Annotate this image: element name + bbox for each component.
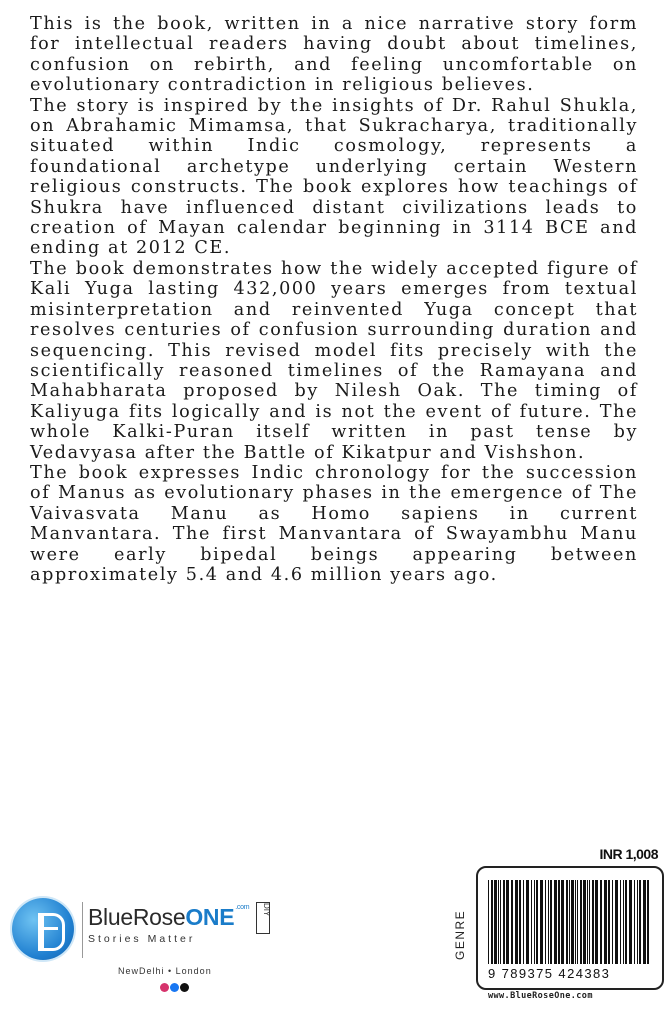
barcode-bar: [488, 880, 489, 964]
barcode-bar: [519, 880, 521, 964]
barcode-bar: [629, 880, 632, 964]
barcode-bar: [494, 880, 497, 964]
barcode-bar: [548, 880, 549, 964]
price-label: INR 1,008: [599, 846, 658, 862]
barcode-bar: [604, 880, 607, 964]
barcode-bar: [511, 880, 513, 964]
barcode-bar: [498, 880, 499, 964]
instagram-icon: [160, 983, 169, 992]
barcode-bar: [643, 880, 646, 964]
barcode-bars: [488, 880, 652, 964]
diy-label: DIY: [262, 903, 271, 917]
bluerose-emblem-icon: [12, 898, 74, 960]
barcode-bar: [561, 880, 564, 964]
barcode-bar: [558, 880, 560, 964]
barcode-bar: [595, 880, 598, 964]
barcode-bar: [583, 880, 586, 964]
barcode-bar: [569, 880, 570, 964]
isbn-number: 9 789375 424383: [488, 966, 611, 981]
publisher-tagline: Stories Matter: [88, 933, 196, 945]
brand-accent: ONE: [185, 904, 235, 930]
barcode-bar: [580, 880, 582, 964]
publisher-logo: [0, 880, 320, 1010]
barcode-bar: [600, 880, 602, 964]
barcode-bar: [536, 880, 538, 964]
blurb-paragraph-1: This is the book, written in a nice narrative story form for intellectual readers having doubt about timelines, confusion on rebirth, and feeling uncomfortable on evolutionary contradiction in religious believes.: [30, 14, 638, 96]
barcode-bar: [534, 880, 535, 964]
barcode-bar: [577, 880, 578, 964]
barcode-bar: [612, 880, 613, 964]
brand-suffix: .com: [235, 904, 250, 911]
blurb-paragraph-2: The story is inspired by the insights of Dr. Rahul Shukla, on Abrahamic Mimamsa, that Sukracharya, traditionally situated within Indic cosmology, represents a foundational archetype underlying certain Western religious constructs. The book explores how teachings of Shukra have influenced distant civilizations leads to creation of Mayan calendar beginning in 3114 BCE and ending at 2012 CE.: [30, 95, 638, 259]
barcode-bar: [592, 880, 594, 964]
barcode-bar: [625, 880, 627, 964]
barcode-bar: [515, 880, 518, 964]
barcode-bar: [639, 880, 641, 964]
barcode-bar: [566, 880, 568, 964]
barcode-bar: [620, 880, 621, 964]
back-cover-blurb: [30, 14, 638, 585]
barcode-bar: [623, 880, 624, 964]
facebook-icon: [170, 983, 179, 992]
barcode-bar: [637, 880, 638, 964]
x-icon: [180, 983, 189, 992]
genre-label: [450, 884, 470, 962]
barcode-bar: [500, 880, 501, 964]
barcode-bar: [545, 880, 546, 964]
barcode-bar: [526, 880, 529, 964]
barcode-bar: [550, 880, 552, 964]
blurb-paragraph-4: The book expresses Indic chronology for the succession of Manus as evolutionary phases in the emergence of The Vaivasvata Manu as Homo sapiens in current Manvantara. The first Manvantara of Swayambhu Manu were early bipedal beings appearing between approximately 5.4 and 4.6 million years ago.: [30, 462, 638, 585]
publisher-cities: NewDelhi • London: [118, 966, 212, 976]
blurb-paragraph-3: The book demonstrates how the widely accepted figure of Kali Yuga lasting 432,000 years emerges from textual misinterpretation and reinvented Yuga concept that resolves centuries of confusion surrounding duration and sequencing. This revised model fits precisely with the scientifically reasoned timelines of the Ramayana and Mahabharata proposed by Nilesh Oak. The timing of Kaliyuga fits logically and is not the event of future. The whole Kalki-Puran itself written in past tense by Vedavyasa after the Battle of Kikatpur and Vishshon.: [30, 258, 638, 463]
genre-text: GENRE: [453, 909, 467, 960]
barcode-bar: [506, 880, 509, 964]
social-icons: [160, 983, 189, 992]
letter-b-icon: [38, 913, 65, 951]
barcode-bar: [571, 880, 574, 964]
barcode-bar: [615, 880, 618, 964]
barcode-bar: [540, 880, 543, 964]
barcode-bar: [647, 880, 649, 964]
barcode-bar: [575, 880, 576, 964]
barcode-bar: [608, 880, 610, 964]
diy-badge: [256, 902, 270, 934]
brand-main: BlueRose: [88, 904, 186, 930]
barcode-bar: [531, 880, 532, 964]
barcode-bar: [587, 880, 588, 964]
letter-b-bar: [38, 927, 58, 930]
barcode-bar: [503, 880, 505, 964]
publisher-website: www.BlueRoseOne.com: [488, 991, 593, 1001]
publisher-name: [88, 904, 249, 931]
barcode-bar: [491, 880, 493, 964]
barcode-bar: [589, 880, 590, 964]
isbn-barcode: [476, 866, 664, 990]
barcode-bar: [523, 880, 524, 964]
barcode-bar: [554, 880, 557, 964]
logo-divider: [82, 902, 83, 958]
barcode-bar: [634, 880, 635, 964]
